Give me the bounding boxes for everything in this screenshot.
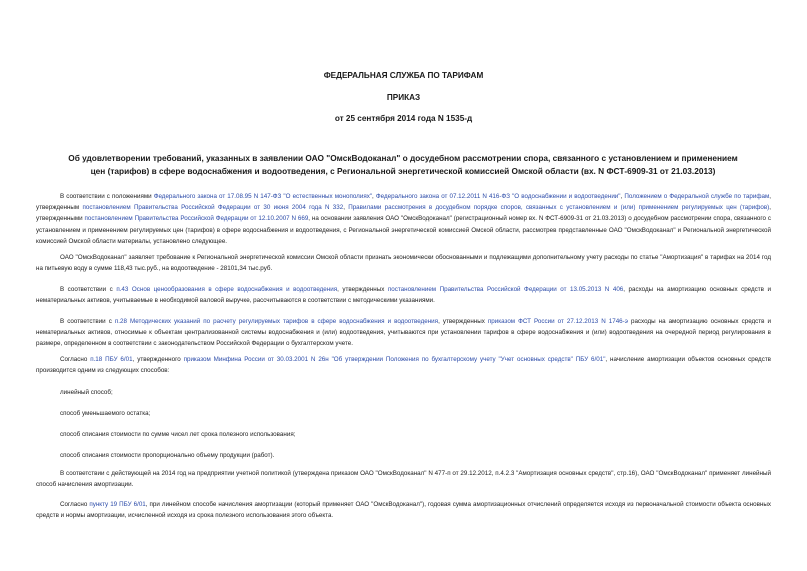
- text-run: , утвержденным: [36, 193, 772, 212]
- paragraph-methods-28: [36, 316, 771, 350]
- agency-name: ФЕДЕРАЛЬНАЯ СЛУЖБА ПО ТАРИФАМ: [323, 71, 484, 80]
- resolution-link-332[interactable]: постановлением Правительства Российской Федерации от 30 июня 2004 года N 332: [82, 204, 344, 212]
- list-item: способ списания стоимости по сумме чисел лет срока полезного использования;: [60, 431, 296, 438]
- text-run: В соответствии с: [60, 318, 115, 325]
- paragraph-pbu-19: [36, 499, 771, 521]
- resolution-link-669[interactable]: постановлением Правительства Российской Федерации от 12.10.2007 N 669: [84, 215, 309, 223]
- text-run: ,: [620, 193, 625, 200]
- text-run: В соответствии с положениями: [60, 193, 154, 200]
- text-run: , начисление амортизации объектов основных средств производится одним из следующих способов:: [36, 356, 772, 375]
- paragraph-basics-43: [36, 284, 771, 306]
- text-run: , утвержденными: [36, 204, 772, 223]
- paragraph-accounting-policy: В соответствии с действующей на 2014 год на предприятии учетной политикой (утверждена приказом ОАО "ОмскВодоканал" N 477-п от 29.12.2012, п.4.2.3 "Амортизация основных средств", стр.16), ОАО "ОмскВодоканал" применяет линейный способ начисления амортизации.: [36, 470, 771, 489]
- text-run: , утвержденных: [438, 318, 488, 325]
- law-link-416fz[interactable]: Федерального закона от 07.12.2011 N 416-ФЗ "О водоснабжении и водоотведении": [375, 193, 621, 200]
- document-date: от 25 сентября 2014 года N 1535-д: [334, 114, 473, 123]
- order-link-26n[interactable]: приказом Минфина России от 30.03.2001 N 26н "Об утверждении Положения по бухгалтерскому учету "Учет основных средств" ПБУ 6/01": [183, 356, 606, 363]
- regulation-link-fst[interactable]: Положением о Федеральной службе по тарифам: [624, 193, 770, 200]
- text-run: , утвержденного: [132, 356, 184, 363]
- methods-link-p28[interactable]: п.28 Методических указаний по расчету регулируемых тарифов в сфере водоснабжения и водоотведения: [114, 318, 439, 325]
- text-run: Согласно: [60, 501, 90, 508]
- rules-link[interactable]: Правилами рассмотрения в досудебном порядке споров, связанных с установлением и (или) применением регулируемых цен (тарифов): [348, 204, 770, 212]
- text-run: , расходы на амортизацию основных средств и нематериальных активов, учитываемые в необходимой валовой выручке, рассчитываются в соответствии с методическими указаниями.: [36, 286, 771, 305]
- basics-link-p43[interactable]: п.43 Основ ценообразования в сфере водоснабжения и водоотведения: [116, 286, 338, 293]
- document-type: ПРИКАЗ: [386, 93, 421, 102]
- paragraph-preamble: [36, 191, 771, 247]
- text-run: , утвержденных: [337, 286, 388, 293]
- pbu-link-p18[interactable]: п.18 ПБУ 6/01: [90, 356, 133, 363]
- list-item: способ уменьшаемого остатка;: [60, 410, 151, 417]
- paragraph-pbu-18: [36, 354, 771, 376]
- text-run: ,: [343, 204, 349, 212]
- pbu-link-p19[interactable]: пункту 19 ПБУ 6/01: [89, 501, 146, 508]
- list-item: линейный способ;: [60, 389, 113, 396]
- text-run: В соответствии с: [60, 286, 117, 293]
- text-run: , при линейном способе начисления амортизации (который применяет ОАО "ОмскВодоканал"), годовая сумма амортизационных отчислений определяется исходя из первоначальной стоимости объекта основных средств и нормы амортизации, исчисленной исходя из срока полезного использования этого объекта.: [36, 501, 772, 520]
- law-link-147fz[interactable]: Федерального закона от 17.08.95 N 147-ФЗ "О естественных монополиях": [153, 193, 373, 200]
- list-item: способ списания стоимости пропорционально объему продукции (работ).: [60, 452, 275, 459]
- document-title: Об удовлетворении требований, указанных в заявлении ОАО "ОмскВодоканал" о досудебном рассмотрении спора, связанного с установлением и применением цен (тарифов) в сфере водоснабжения и водоотведения, с Региональной энергетической комиссией Омской области (вх. N ФСТ-6909-31 от 21.03.2013): [68, 153, 738, 176]
- resolution-link-406[interactable]: постановлением Правительства Российской Федерации от 13.05.2013 N 406: [387, 286, 624, 293]
- order-link-1746[interactable]: приказом ФСТ России от 27.12.2013 N 1746-э: [487, 318, 628, 325]
- text-run: расходы на амортизацию основных средств и нематериальных активов, относимые к объектам централизованной системы водоснабжения и (или) водоотведения, учитываются при установлении тарифов в сфере водоснабжения и (или) водоотведения на очередной период регулирования в размере, определенном в соответствии с законодательством Российской Федерации о бухгалтерском учете.: [36, 318, 772, 348]
- paragraph-claim: ОАО "ОмскВодоканал" заявляет требование к Региональной энергетической комиссии Омской области признать экономически обоснованными и подлежащими дополнительному учету расходы по статье "Амортизация" в тарифах на 2014 год на питьевую воду в сумме 118,43 тыс.руб., на водоотведение - 28101,34 тыс.руб.: [36, 254, 771, 273]
- text-run: , на основании заявления ОАО "ОмскВодоканал" (регистрационный номер вх. N ФСТ-6909-31 от 21.03.2013) о досудебном рассмотрении спора, связанного с установлением и применением регулируемых цен (тарифов) в сфере водоснабжения и водоотведения, с Региональной энергетической комиссией Омской области, рассмотрев представленные ОАО "ОмскВодоканал" и Региональной энергетической комиссией Омской области материалы, установлено следующее.: [36, 215, 771, 245]
- text-run: ,: [372, 193, 376, 200]
- text-run: Согласно: [60, 356, 91, 363]
